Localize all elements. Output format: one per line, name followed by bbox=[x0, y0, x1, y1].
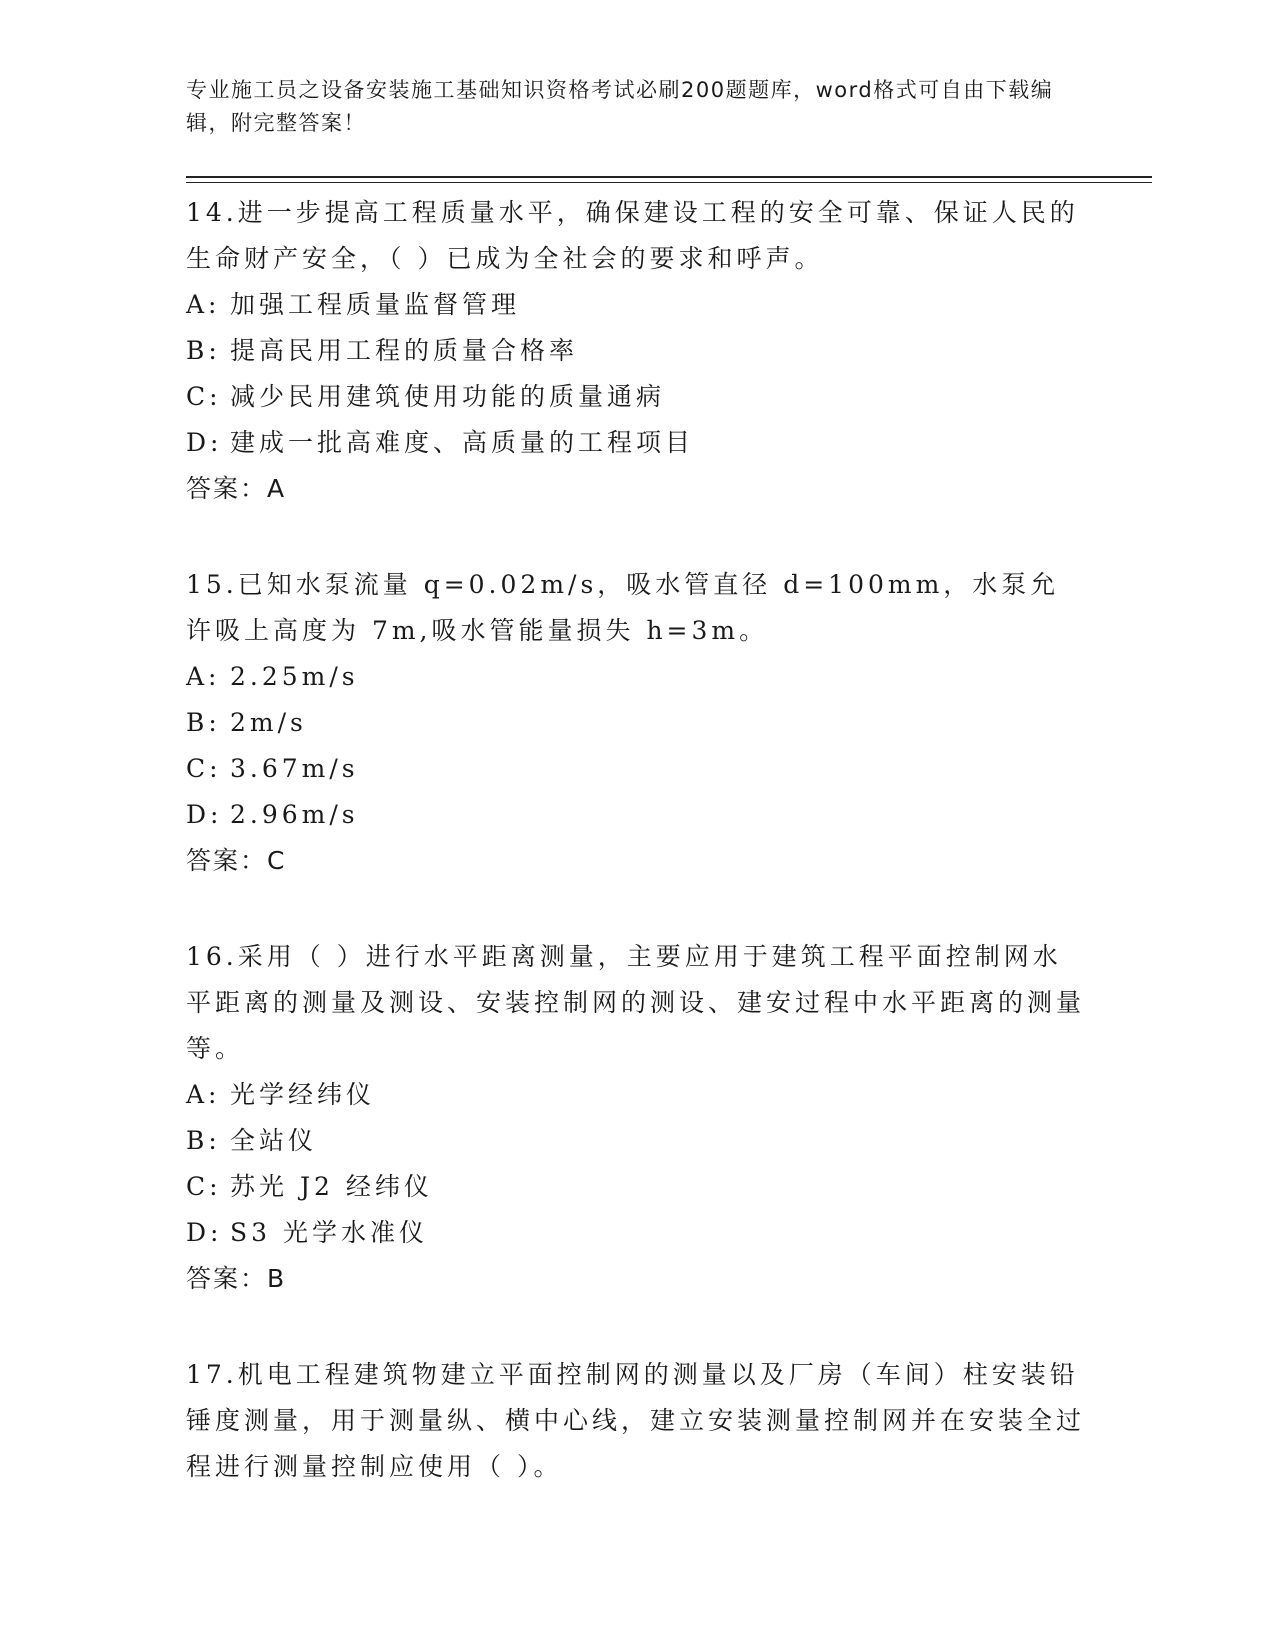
option-c bbox=[186, 1164, 1086, 1210]
document-header bbox=[186, 74, 1066, 140]
question-14 bbox=[186, 190, 1086, 512]
option-b bbox=[186, 328, 1086, 374]
option-b bbox=[186, 1118, 1086, 1164]
option-text: 2.96m/s bbox=[230, 800, 359, 829]
option-letter: A: bbox=[186, 662, 221, 691]
option-text: 3.67m/s bbox=[230, 754, 359, 783]
header-rule-thick bbox=[186, 176, 1152, 178]
answer-line: 答案：B bbox=[186, 1264, 287, 1293]
option-letter: D: bbox=[186, 1218, 223, 1247]
option-text: 提高民用工程的质量合格率 bbox=[230, 336, 579, 365]
question-16 bbox=[186, 934, 1086, 1302]
option-letter: D: bbox=[186, 428, 223, 457]
option-d bbox=[186, 1210, 1086, 1256]
answer-line: 答案：C bbox=[186, 846, 287, 875]
option-c bbox=[186, 374, 1086, 420]
option-letter: C: bbox=[186, 754, 222, 783]
option-letter: C: bbox=[186, 1172, 222, 1201]
question-stem: 14.进一步提高工程质量水平，确保建设工程的安全可靠、保证人民的生命财产安全，（ ）已成为全社会的要求和呼声。 bbox=[186, 198, 1079, 273]
option-text: 2.25m/s bbox=[230, 662, 359, 691]
option-text: 减少民用建筑使用功能的质量通病 bbox=[230, 382, 666, 411]
question-17 bbox=[186, 1352, 1086, 1490]
option-text: 全站仪 bbox=[230, 1126, 318, 1155]
option-d bbox=[186, 792, 1086, 838]
option-letter: A: bbox=[186, 1080, 221, 1109]
option-letter: A: bbox=[186, 290, 221, 319]
question-15 bbox=[186, 562, 1086, 884]
question-stem: 15.已知水泵流量 q=0.02m/s，吸水管直径 d=100mm，水泵允许吸上高度为 7m,吸水管能量损失 h=3m。 bbox=[186, 570, 1060, 645]
option-letter: D: bbox=[186, 800, 223, 829]
option-letter: C: bbox=[186, 382, 222, 411]
option-letter: B: bbox=[186, 1126, 221, 1155]
option-letter: B: bbox=[186, 708, 221, 737]
option-a bbox=[186, 282, 1086, 328]
option-letter: B: bbox=[186, 336, 221, 365]
question-stem: 17.机电工程建筑物建立平面控制网的测量以及厂房（车间）柱安装铅锤度测量，用于测量纵、横中心线，建立安装测量控制网并在安装全过程进行测量控制应使用（ ）。 bbox=[186, 1360, 1086, 1481]
option-d bbox=[186, 420, 1086, 466]
option-a bbox=[186, 654, 1086, 700]
question-list bbox=[186, 190, 1086, 1540]
option-c bbox=[186, 746, 1086, 792]
question-stem: 16.采用（ ）进行水平距离测量，主要应用于建筑工程平面控制网水平距离的测量及测设、安装控制网的测设、建安过程中水平距离的测量等。 bbox=[186, 942, 1086, 1063]
option-text: 建成一批高难度、高质量的工程项目 bbox=[230, 428, 695, 457]
header-text: 专业施工员之设备安装施工基础知识资格考试必刷200题题库，word格式可自由下载编辑，附完整答案！ bbox=[186, 78, 1054, 135]
option-text: S3 光学水准仪 bbox=[230, 1218, 428, 1247]
option-b bbox=[186, 700, 1086, 746]
option-text: 光学经纬仪 bbox=[230, 1080, 376, 1109]
option-text: 苏光 J2 经纬仪 bbox=[230, 1172, 433, 1201]
option-text: 2m/s bbox=[230, 708, 307, 737]
option-a bbox=[186, 1072, 1086, 1118]
option-text: 加强工程质量监督管理 bbox=[230, 290, 521, 319]
answer-line: 答案：A bbox=[186, 474, 287, 503]
header-rule-thin bbox=[186, 182, 1152, 183]
